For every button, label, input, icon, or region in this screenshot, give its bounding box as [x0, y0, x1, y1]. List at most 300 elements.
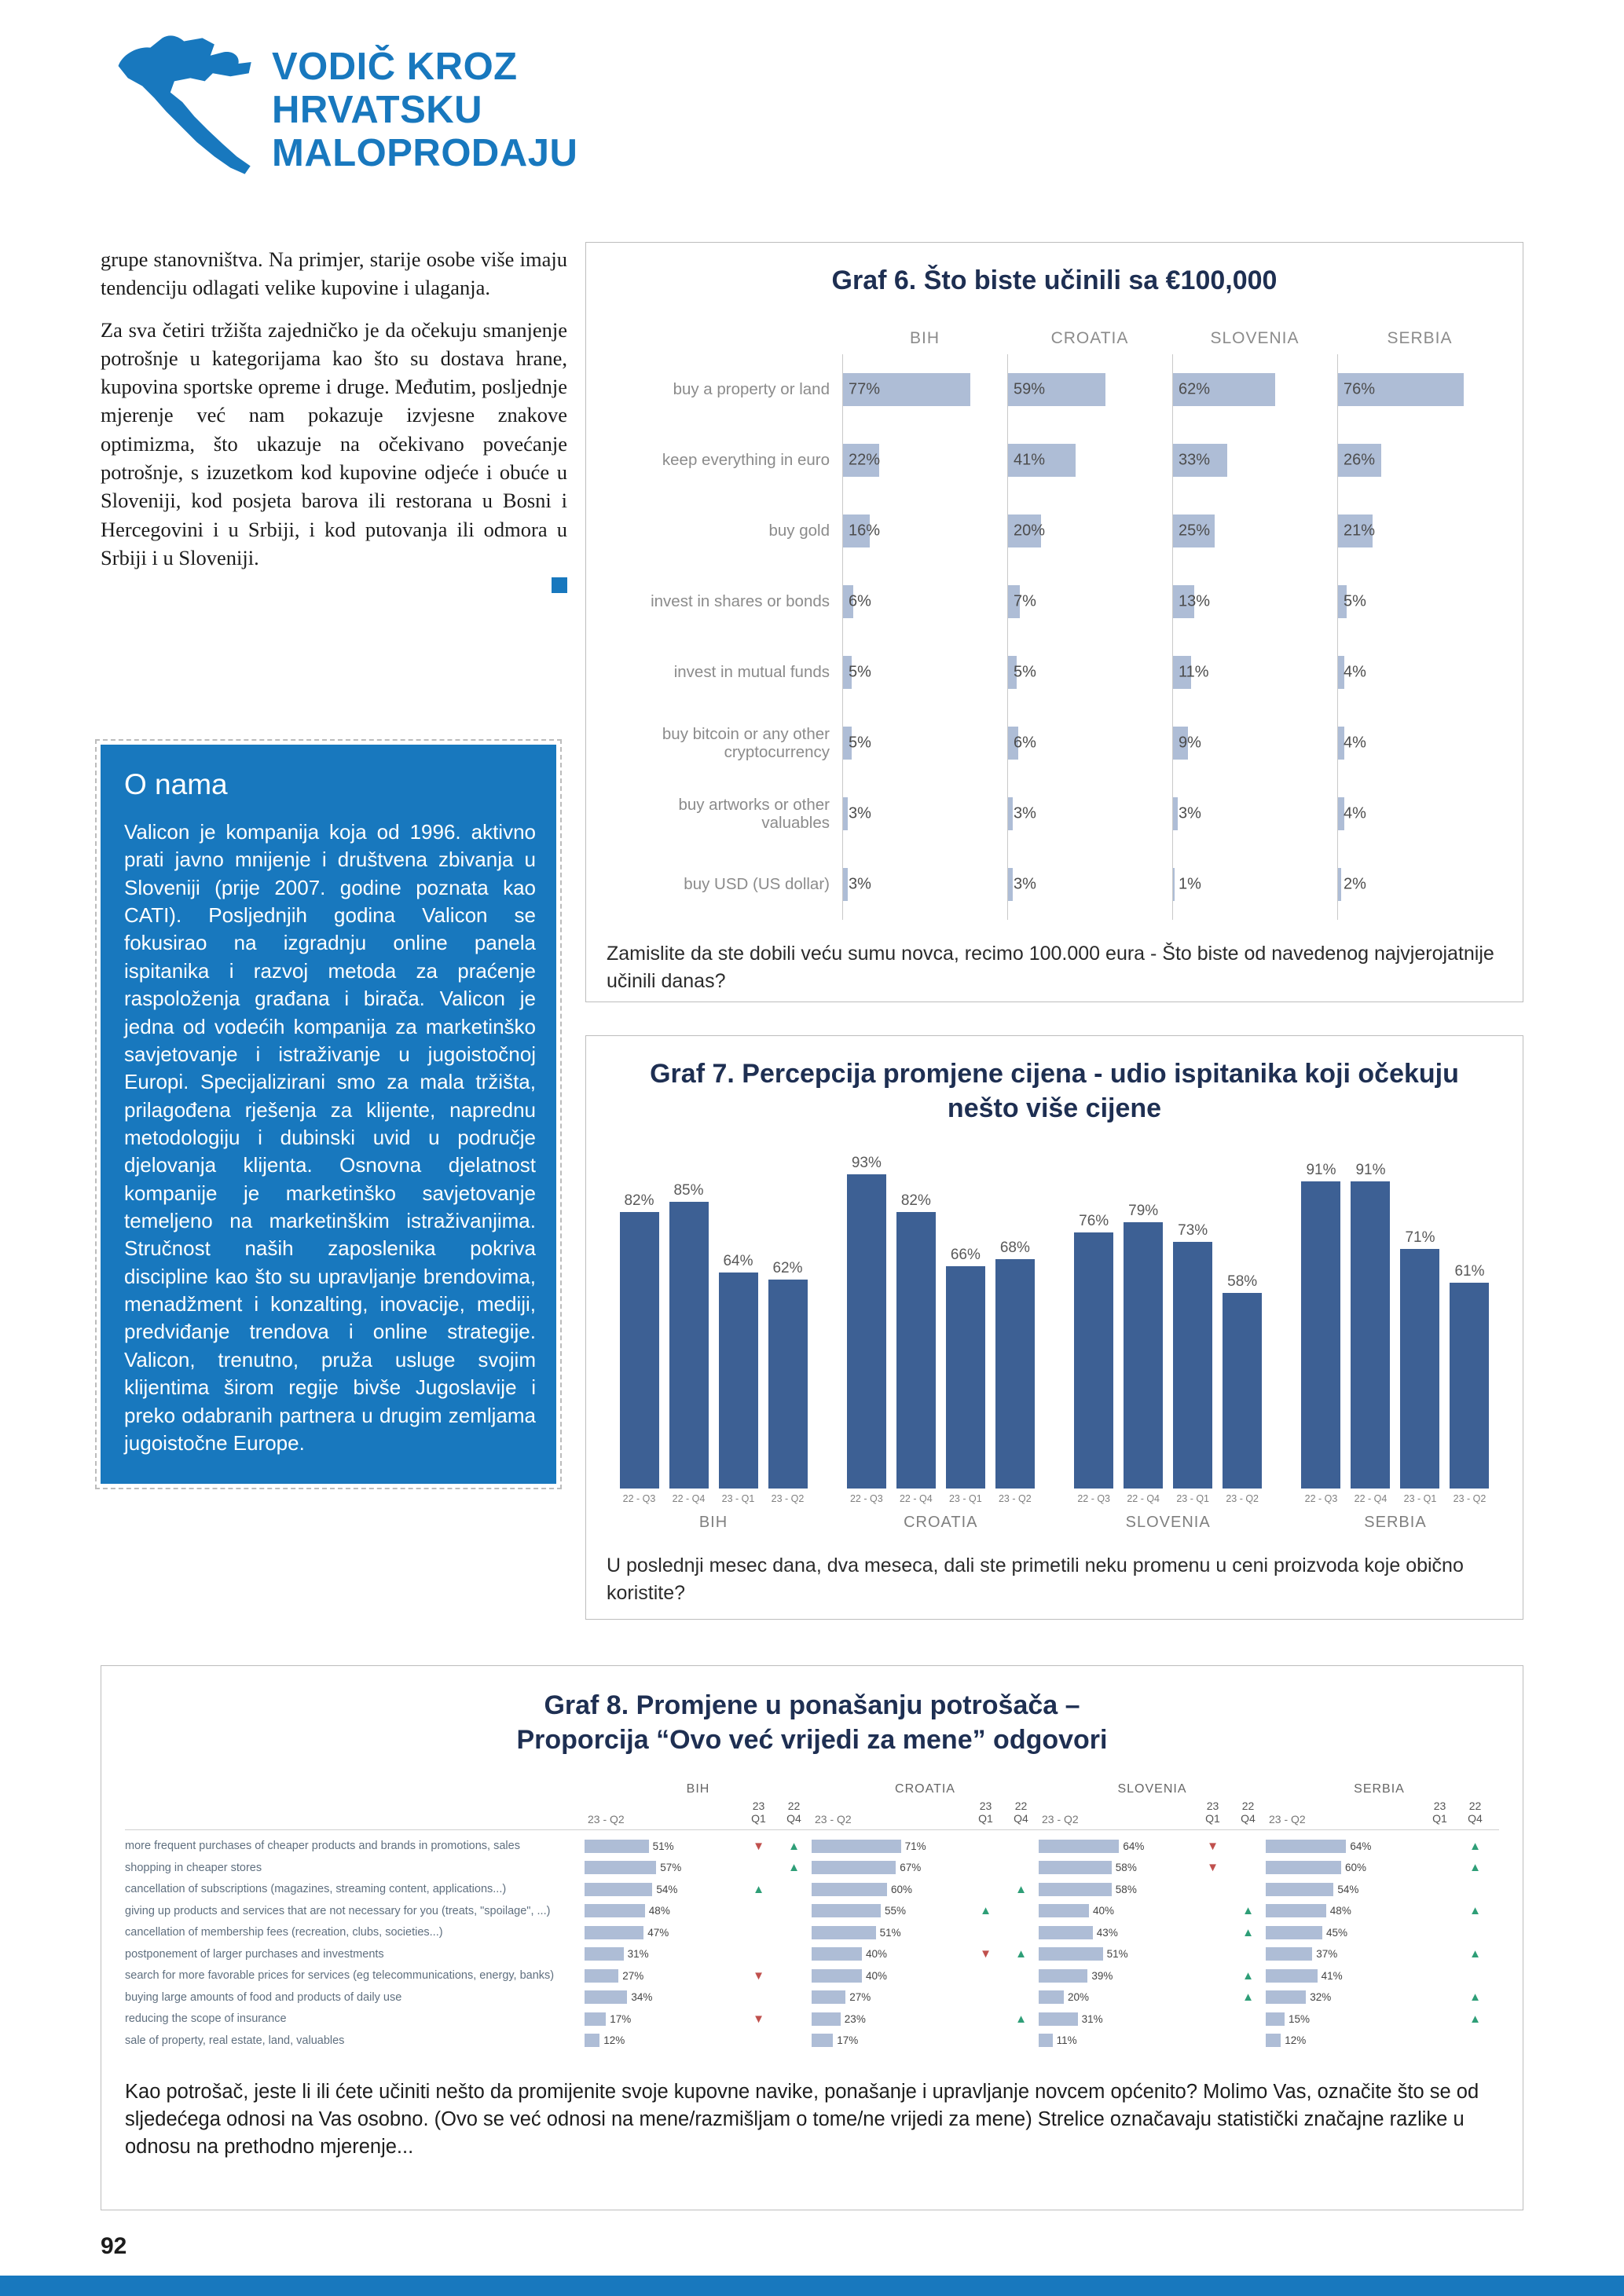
graf7-tick-label: 22 - Q4 — [899, 1493, 933, 1505]
graf6-value: 62% — [1179, 380, 1211, 398]
graf6-row — [607, 496, 1502, 566]
graf8-value: 43% — [1096, 1926, 1118, 1939]
graf8-bar — [1266, 1904, 1326, 1917]
graf8-value: 31% — [627, 1948, 649, 1961]
graf8-bar — [585, 2034, 599, 2047]
graf7-tick-label: 23 - Q1 — [721, 1493, 755, 1505]
graf7-bar — [620, 1212, 659, 1489]
graf8-header-spacer — [125, 1782, 585, 1825]
graf8-row — [125, 1965, 1499, 1987]
graf8-bar — [812, 1926, 876, 1939]
graf8-arrow-column-header — [1230, 1800, 1266, 1825]
graf6-row — [607, 849, 1502, 920]
graf8-bar — [1039, 1840, 1119, 1853]
graf7-barwrap — [990, 1240, 1039, 1489]
graf8-arrow-column-header-line: Q1 — [751, 1812, 766, 1825]
graf6-value: 5% — [1014, 663, 1036, 681]
graf8-value: 27% — [622, 1969, 644, 1982]
graf8-barcell — [1266, 1969, 1422, 1983]
graf8-value: 34% — [631, 1991, 653, 2004]
graf8-arrow-column-header-line: Q4 — [786, 1812, 801, 1825]
graf7-bar — [1450, 1283, 1489, 1489]
footer-accent-bar — [0, 2276, 1624, 2296]
graf6-cell — [1337, 354, 1502, 425]
graf7-value: 91% — [1355, 1162, 1386, 1179]
graf8-barcell — [1266, 2012, 1422, 2026]
graf6-columns — [607, 329, 1502, 348]
graf8-bar — [585, 1883, 652, 1896]
graf8-value: 51% — [1106, 1948, 1128, 1961]
graf8-bar — [1266, 1926, 1322, 1939]
graf7-value: 68% — [999, 1239, 1030, 1256]
graf8-value: 64% — [1123, 1840, 1145, 1852]
down-arrow-icon: ▼ — [1207, 1839, 1219, 1853]
graf7-title-line: nešto više cijene — [947, 1093, 1162, 1124]
graf8-arrow-column-header — [968, 1800, 1003, 1825]
graf8-country-block — [1266, 2012, 1493, 2026]
graf8-bar — [812, 2034, 833, 2047]
graf8-value: 39% — [1091, 1969, 1113, 1982]
graf8-barcell — [1266, 1926, 1422, 1939]
up-arrow-icon: ▲ — [753, 1882, 764, 1896]
graf8-country-block — [1266, 1969, 1493, 1983]
graf7-barwrap — [1395, 1229, 1445, 1489]
graf8-value: 23% — [844, 2012, 866, 2025]
publication-title — [272, 46, 577, 175]
graf6-row — [607, 637, 1502, 708]
graf6-value: 6% — [1014, 734, 1036, 752]
graf8-barcell — [812, 1904, 968, 1917]
graf8-country-block — [1266, 2034, 1493, 2047]
graf8-value: 64% — [1350, 1840, 1372, 1852]
graf8-bar — [1039, 1883, 1112, 1896]
graf8-barcell — [585, 1861, 741, 1874]
graf8-bar — [585, 1947, 624, 1961]
graf6-row-label: buy bitcoin or any other cryptocurrency — [662, 724, 830, 762]
graf8-row-label: buying large amounts of food and products of daily use — [125, 1990, 402, 2004]
down-arrow-icon: ▼ — [980, 1947, 992, 1961]
graf6-cell — [1172, 637, 1337, 708]
up-arrow-icon: ▲ — [1015, 2012, 1027, 2026]
graf8-country-block — [1039, 1904, 1266, 1917]
graf8-period-label: 23 - Q2 — [1269, 1812, 1306, 1825]
graf8-arrow-column-header — [1003, 1800, 1039, 1825]
graf6-value: 33% — [1179, 451, 1211, 469]
intro-paragraph-2: Za sva četiri tržišta zajedničko je da očekuju smanjenje potrošnje u kategorijama kao što su dostava hrane, kupovina sportske opreme i druge. Međutim, posljednje mjerenje već nam pokazuje izvjesne znakove optimizma, što ukazuje na očekivano povećanje potrošnje, s izuzetkom kod kupovine odjeće i obuće u Sloveniji, kod posjeta barova ili restorana u Bosni i Hercegovini i u Srbiji, i kod putovanja ili odmora u Srbiji i u Sloveniji. — [101, 317, 567, 569]
about-title: O nama — [124, 768, 228, 800]
graf7-barwrap — [1119, 1203, 1168, 1489]
graf8-bar — [585, 1969, 618, 1983]
graf8-bar — [812, 1947, 862, 1961]
graf8-row — [125, 1836, 1499, 1858]
graf7-bar — [1124, 1222, 1163, 1489]
end-mark — [552, 577, 567, 593]
up-arrow-icon: ▲ — [788, 1839, 800, 1853]
graf7-title-line: Graf 7. Percepcija promjene cijena - udio ispitanika koji očekuju — [650, 1059, 1459, 1089]
graf8-value: 48% — [648, 1905, 670, 1917]
graf7-tick-label: 23 - Q2 — [998, 1493, 1032, 1505]
graf8-header — [125, 1782, 1499, 1829]
graf8-barcell — [1266, 2034, 1422, 2047]
graf8-barcell — [812, 1883, 968, 1896]
graf8-arrow-column-header-line: 23 — [979, 1800, 992, 1813]
graf8-arrow-column-header-line: 22 — [1014, 1800, 1028, 1813]
graf8-barcell — [1039, 1926, 1195, 1939]
graf8-country-block — [585, 2034, 812, 2047]
graf8-arrow-column-header-line: 22 — [1241, 1800, 1255, 1813]
graf7-barwrap — [1445, 1263, 1494, 1489]
graf6-value: 5% — [849, 734, 871, 752]
graf8-barcell — [585, 2012, 741, 2026]
graf6-cell — [1337, 778, 1502, 849]
graf8-country-block — [585, 2012, 812, 2026]
up-arrow-icon: ▲ — [1469, 1990, 1481, 2005]
graf8-bar — [1266, 1883, 1333, 1896]
graf8-bar — [812, 1904, 881, 1917]
graf8-country-block — [812, 2012, 1039, 2026]
graf7-tick-label: 22 - Q4 — [1354, 1493, 1388, 1505]
up-arrow-icon: ▲ — [788, 1861, 800, 1875]
graf8-barcell — [1266, 1990, 1422, 2004]
graf8-arrow-column-header — [1457, 1800, 1493, 1825]
graf8-value: 27% — [849, 1991, 871, 2004]
graf8-country-block — [585, 1969, 812, 1983]
graf8-country-block — [1039, 2012, 1266, 2026]
graf8-arrow-column-header-line: 22 — [1468, 1800, 1482, 1813]
graf8-barcell — [812, 1840, 968, 1853]
down-arrow-icon: ▼ — [753, 1968, 764, 1983]
graf8-bar — [585, 1904, 645, 1917]
graf6-row-label: buy a property or land — [673, 380, 830, 399]
graf7-value: 73% — [1178, 1222, 1208, 1240]
graf8-country-block — [1039, 1840, 1266, 1853]
graf7-tick-label: 22 - Q3 — [622, 1493, 656, 1505]
graf8-row — [125, 1943, 1499, 1965]
graf8-arrow-column-header-line: 23 — [752, 1800, 765, 1813]
graf7-value: 91% — [1306, 1162, 1336, 1179]
graf7-barwrap — [1346, 1162, 1395, 1489]
graf6-bar — [843, 868, 848, 901]
graf8-period-label: 23 - Q2 — [815, 1812, 852, 1825]
graf7-tick-label: 22 - Q3 — [1304, 1493, 1338, 1505]
graf8-country-block — [812, 1969, 1039, 1983]
graf6-value: 3% — [1179, 804, 1201, 822]
graf8-arrow-column-header-line: Q1 — [1432, 1812, 1447, 1825]
graf8-barcell — [1266, 1840, 1422, 1853]
graf6-value: 76% — [1344, 380, 1376, 398]
graf7-ticks — [841, 1493, 1039, 1504]
graf6-cell — [1172, 496, 1337, 566]
graf8-arrow-column-header-line: Q1 — [978, 1812, 993, 1825]
graf8-bar — [812, 1969, 862, 1983]
graf8-title-line: Graf 8. Promjene u ponašanju potrošača – — [544, 1690, 1080, 1720]
graf7-bar — [847, 1174, 886, 1489]
up-arrow-icon: ▲ — [1242, 1968, 1254, 1983]
graf8-country-block — [812, 1990, 1039, 2004]
graf8-value: 15% — [1289, 2012, 1311, 2025]
graf8-arrow-column-header-line: 23 — [1433, 1800, 1446, 1813]
graf8-value: 60% — [891, 1883, 913, 1895]
graf8-bar — [1266, 1990, 1306, 2004]
graf8-barcell — [1266, 1861, 1422, 1874]
page-header — [93, 22, 577, 190]
graf7-bar-group — [841, 1152, 1039, 1489]
graf8-row — [125, 1879, 1499, 1901]
graf8-title-line: Proporcija “Ovo već vrijedi za mene” odgovori — [516, 1725, 1108, 1756]
graf6-value: 11% — [1179, 663, 1209, 681]
graf8-bar — [812, 1883, 887, 1896]
graf8-country-block — [1039, 1969, 1266, 1983]
graf8-bar — [812, 1990, 845, 2004]
graf7-value: 66% — [950, 1246, 981, 1263]
graf8-row-label: more frequent purchases of cheaper products and brands in promotions, sales — [125, 1840, 520, 1853]
graf8-row-label: shopping in cheaper stores — [125, 1861, 262, 1874]
graf8-arrow-column-header-line: 22 — [787, 1800, 801, 1813]
graf8-bar — [812, 2012, 841, 2026]
graf8-value: 32% — [1310, 1991, 1332, 2004]
graf8-barcell — [1039, 1904, 1195, 1917]
graf8-bar — [1039, 1926, 1093, 1939]
graf8-country-block — [1039, 1990, 1266, 2004]
graf8-value: 57% — [660, 1862, 682, 1874]
graf8-country-block — [812, 2034, 1039, 2047]
graf6-row-label: buy gold — [768, 522, 830, 540]
graf7-tick-label: 22 - Q3 — [849, 1493, 883, 1505]
graf7-tick-label: 23 - Q1 — [1176, 1493, 1209, 1505]
graf8-bar — [1266, 2034, 1281, 2047]
graf8-country-block — [1266, 1904, 1493, 1917]
graf6-cell — [842, 849, 1007, 920]
graf6-cell — [1337, 849, 1502, 920]
graf7-bar — [1173, 1242, 1212, 1489]
graf8-country-block — [812, 1861, 1039, 1874]
graf8-country-block — [585, 1840, 812, 1853]
graf6-bar — [1173, 868, 1175, 901]
graf8-period-label: 23 - Q2 — [1042, 1812, 1079, 1825]
graf6-bar — [843, 797, 848, 830]
graf6-value: 21% — [1344, 522, 1376, 540]
graf8-barcell — [1039, 1840, 1195, 1853]
graf8-country-block — [1266, 1861, 1493, 1874]
graf7-group — [841, 1152, 1039, 1532]
graf7-barwrap — [713, 1253, 763, 1489]
about-body: Valicon je kompanija koja od 1996. aktivno prati javno mnijenje i društvena zbivanja u Sloveniji (prije 2007. godine poznata kao CATI). Posljednjih godina Valicon se fokusirao na izgradnju online panela ispitanika i razvoj metoda za praćenje raspoloženja građana i birača. Valicon je jedna od vodećih kompanija za marketinško savjetovanje i istraživanje u jugoistočnoj Europi. Specijalizirani smo za mala tržišta, prilagođena rješenja za klijente, naprednu metodologiju i dubinski uvid u područje djelovanja klijenta. Osnovna djelatnost kompanije je marketinško savjetovanje temeljeno na marketinškim istraživanjima. Stručnost naših zaposlenika pokriva discipline kao što su upravljanje brendovima, menadžment i konzalting, inovacije, mediji, predviđanje trendova i online strategije. Valicon, trenutno, pruža usluge svojim klijentima širom regije bivše Jugoslavije i preko odabranih partnera u drugim zemljama jugoistočne Europe. — [124, 820, 536, 1455]
graf7-barwrap — [891, 1192, 940, 1489]
graf8-country-block — [1039, 1926, 1266, 1939]
graf8-barcell — [1266, 1947, 1422, 1961]
graf6-value: 3% — [849, 804, 871, 822]
graf8-arrow-column-header — [741, 1800, 776, 1825]
graf6-cell — [1172, 778, 1337, 849]
graf8-value: 17% — [610, 2012, 632, 2025]
publication-title-line: MALOPRODAJU — [272, 131, 578, 174]
graf6-cell — [1007, 425, 1172, 496]
up-arrow-icon: ▲ — [1242, 1904, 1254, 1918]
graf8-bar — [1039, 2012, 1078, 2026]
graf7-value: 61% — [1454, 1263, 1485, 1280]
graf8-value: 47% — [647, 1926, 669, 1939]
graf7-bar — [946, 1266, 985, 1489]
graf7-bar-group — [614, 1152, 812, 1489]
graf7-group — [1069, 1152, 1267, 1532]
graf7-ticks — [614, 1493, 812, 1504]
graf8-row-label: cancellation of subscriptions (magazines, streaming content, applications...) — [125, 1883, 507, 1896]
graf8-country-block — [585, 1861, 812, 1874]
graf8-country-block — [812, 1947, 1039, 1961]
graf7-value: 82% — [900, 1192, 931, 1209]
graf8-bar — [1039, 1861, 1112, 1874]
graf8-value: 45% — [1326, 1926, 1348, 1939]
graf8-country-block — [1039, 2034, 1266, 2047]
graf8-barcell — [1039, 2012, 1195, 2026]
graf8-country-block — [585, 1926, 812, 1939]
graf8-barcell — [585, 1969, 741, 1983]
intro-text-column — [101, 245, 567, 593]
graf6-value: 3% — [1014, 804, 1036, 822]
graf8-country-block — [812, 1840, 1039, 1853]
graf7-bar-group — [1069, 1152, 1267, 1489]
graf8-country-subheader — [1039, 1800, 1266, 1825]
graf6-column-header: SERBIA — [1387, 329, 1453, 348]
graf8-bar — [1266, 2012, 1285, 2026]
graf7-bar — [995, 1259, 1035, 1489]
graf8-bar — [585, 2012, 606, 2026]
graf8-barcell — [812, 2012, 968, 2026]
graf8-country-header — [585, 1782, 812, 1825]
graf6-cell — [1172, 708, 1337, 778]
graf6-row-label: buy artworks or other valuables — [678, 795, 830, 833]
graf8-bar — [1039, 1947, 1103, 1961]
graf6-bar — [1008, 868, 1013, 901]
graf6-cell — [1007, 496, 1172, 566]
graf6-row-label: buy USD (US dollar) — [684, 875, 830, 894]
up-arrow-icon: ▲ — [1469, 1839, 1481, 1853]
graf6-cell — [842, 637, 1007, 708]
graf7-bar — [768, 1280, 808, 1489]
up-arrow-icon: ▲ — [1015, 1882, 1027, 1896]
graf6-value: 13% — [1179, 592, 1211, 610]
graf8-barcell — [812, 1969, 968, 1983]
graf6-value: 7% — [1014, 592, 1036, 610]
graf6-value: 3% — [1014, 875, 1036, 893]
graf8-barcell — [1039, 2034, 1195, 2047]
up-arrow-icon: ▲ — [1469, 1947, 1481, 1961]
graf8-barcell — [1039, 1990, 1195, 2004]
graf6-cell — [842, 778, 1007, 849]
graf7-bar — [1223, 1293, 1262, 1489]
graf6-chart — [585, 242, 1523, 1002]
graf6-cell — [1337, 425, 1502, 496]
graf6-row — [607, 425, 1502, 496]
graf6-value: 4% — [1344, 804, 1366, 822]
graf6-bar — [1338, 868, 1341, 901]
graf7-barwrap — [1168, 1222, 1218, 1489]
graf7-tick-label: 22 - Q4 — [672, 1493, 706, 1505]
graf8-period-label: 23 - Q2 — [588, 1812, 625, 1825]
graf7-tick-label: 23 - Q2 — [1226, 1493, 1259, 1505]
graf7-ticks — [1069, 1493, 1267, 1504]
graf8-value: 31% — [1081, 2012, 1103, 2025]
graf8-country-block — [1266, 1926, 1493, 1939]
graf8-value: 11% — [1056, 2034, 1077, 2047]
graf8-arrow-column-header-line: Q4 — [1241, 1812, 1256, 1825]
graf8-value: 67% — [900, 1862, 922, 1874]
graf8-row — [125, 1922, 1499, 1944]
graf8-barcell — [585, 1926, 741, 1939]
graf7-value: 82% — [624, 1192, 654, 1209]
graf8-row — [125, 1857, 1499, 1879]
about-box — [101, 745, 556, 1484]
graf6-value: 2% — [1344, 875, 1366, 893]
graf6-cell — [1337, 708, 1502, 778]
graf7-value: 76% — [1079, 1212, 1109, 1229]
graf8-country-header — [1039, 1782, 1266, 1825]
graf8-value: 54% — [1337, 1883, 1359, 1895]
graf8-bar — [1039, 1990, 1064, 2004]
graf7-bar — [1400, 1249, 1439, 1489]
graf6-value: 59% — [1014, 380, 1046, 398]
graf8-value: 17% — [837, 2034, 859, 2047]
graf6-value: 5% — [1344, 592, 1366, 610]
graf7-tick-label: 23 - Q2 — [771, 1493, 805, 1505]
graf8-table — [125, 1782, 1499, 2051]
graf6-value: 9% — [1179, 734, 1201, 752]
graf8-row-label: cancellation of membership fees (recreation, clubs, societies...) — [125, 1926, 443, 1939]
graf8-value: 60% — [1345, 1862, 1367, 1874]
graf8-country-block — [1039, 1947, 1266, 1961]
graf8-barcell — [585, 1883, 741, 1896]
graf7-barwrap — [763, 1260, 812, 1489]
graf8-row — [125, 2009, 1499, 2031]
graf7-barwrap — [614, 1192, 664, 1489]
graf6-cell — [1007, 566, 1172, 637]
graf8-rows — [125, 1836, 1499, 2052]
graf6-value: 41% — [1014, 451, 1046, 469]
graf6-bar — [1008, 797, 1013, 830]
graf8-country-block — [585, 1947, 812, 1961]
graf8-barcell — [585, 1990, 741, 2004]
graf8-bar — [1266, 1840, 1346, 1853]
graf7-tick-label: 22 - Q4 — [1127, 1493, 1160, 1505]
graf8-barcell — [812, 2034, 968, 2047]
graf6-value: 22% — [849, 451, 881, 469]
graf8-country-header — [812, 1782, 1039, 1825]
graf6-column-header: SLOVENIA — [1210, 329, 1300, 348]
graf8-bar — [1266, 1947, 1312, 1961]
graf6-caption: Zamislite da ste dobili veću sumu novca, recimo 100.000 eura - Što biste od navedenog najvjerojatnije učinili danas? — [607, 943, 1494, 992]
graf7-value: 71% — [1405, 1229, 1435, 1247]
graf8-bar — [585, 1926, 643, 1939]
graf8-barcell — [585, 1840, 741, 1853]
graf6-row — [607, 778, 1502, 849]
graf7-group — [614, 1152, 812, 1532]
graf8-country-name: SLOVENIA — [1117, 1782, 1187, 1796]
graf8-bar — [812, 1861, 896, 1874]
intro-paragraph-1: grupe stanovništva. Na primjer, starije osobe više imaju tendenciju odlagati velike kupovine i ulaganja. — [101, 247, 567, 300]
down-arrow-icon: ▼ — [1207, 1861, 1219, 1875]
graf7-value: 62% — [772, 1259, 803, 1276]
graf8-bar — [585, 1861, 656, 1874]
up-arrow-icon: ▲ — [1242, 1990, 1254, 2005]
graf8-barcell — [1039, 1947, 1195, 1961]
graf6-row — [607, 566, 1502, 637]
graf6-value: 16% — [849, 522, 881, 540]
graf6-cell — [1007, 637, 1172, 708]
graf8-arrow-column-header-line: Q4 — [1014, 1812, 1028, 1825]
graf6-bar — [1173, 797, 1178, 830]
graf8-value: 48% — [1329, 1905, 1351, 1917]
up-arrow-icon: ▲ — [1242, 1925, 1254, 1939]
